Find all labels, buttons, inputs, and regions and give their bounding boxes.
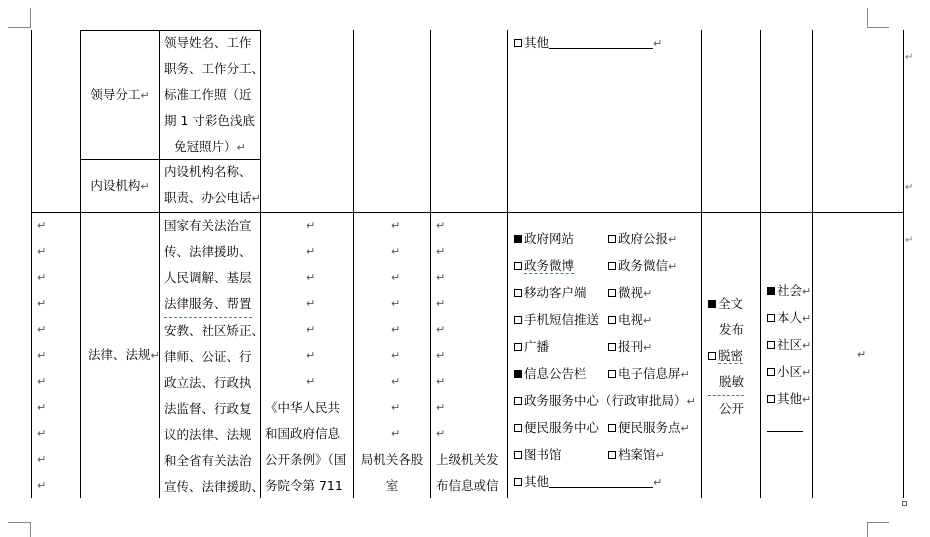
table-col-line (159, 30, 160, 498)
crop-mark-tl-v (30, 8, 31, 28)
crop-mark-bl-h (8, 522, 30, 523)
scope-list (767, 278, 811, 439)
checkbox-icon[interactable] (514, 316, 522, 324)
crop-mark-br-h (867, 522, 889, 523)
channel-option[interactable]: 手机短信推送 (514, 307, 608, 333)
table-col-line (760, 30, 761, 498)
category-leader-division: 领导分工↵ (90, 87, 150, 102)
checkbox-icon[interactable] (514, 424, 522, 432)
empty-cell-marks: ↵ ↵ ↵ ↵ ↵ ↵ ↵ ↵ ↵ (436, 219, 446, 440)
paragraph-mark: ↵ (905, 235, 914, 246)
channel-option[interactable]: 移动客户端 (514, 280, 608, 306)
channel-option[interactable]: 政府网站 (514, 226, 608, 252)
checkbox-icon[interactable] (608, 370, 616, 378)
channel-option[interactable]: 政务微博 (514, 253, 608, 279)
channel-option[interactable]: 图书馆 (514, 442, 608, 468)
checkbox-icon[interactable] (767, 368, 775, 376)
content-law: 国家有关法治宣 传、法律援助、 人民调解、基层 法律服务、帮置 安教、社区矫正、 律师、公证、行 政立法、行政执 法监督、行政复 议的法律、法规 和全省有关法治 宣传、法律援助、 (164, 218, 265, 494)
checkbox-icon[interactable] (514, 235, 522, 243)
cell-end-mark: ↵ (857, 348, 867, 361)
channel-option[interactable]: 广播 (514, 334, 608, 360)
checkbox-icon[interactable] (708, 300, 716, 308)
channel-option[interactable]: 政府公报↵ (608, 231, 677, 246)
checkbox-icon[interactable] (514, 39, 522, 47)
channel-option[interactable]: 信息公告栏 (514, 361, 608, 387)
table-resize-handle[interactable] (902, 501, 907, 506)
scope-option[interactable]: 社会↵ (767, 278, 811, 305)
checkbox-icon[interactable] (767, 341, 775, 349)
channel-row (514, 415, 696, 442)
checkbox-icon[interactable] (767, 287, 775, 295)
crop-mark-tr-h (867, 27, 889, 28)
crop-mark-tl-h (8, 27, 30, 28)
table-row-line (31, 212, 904, 213)
table-col-line (903, 30, 904, 498)
channel-option[interactable]: 报刊↵ (608, 339, 652, 354)
channel-row (514, 334, 696, 361)
paragraph-mark: ↵ (905, 52, 914, 63)
channel-row (514, 442, 696, 469)
channel-option[interactable]: 其他 ↵ (514, 474, 662, 489)
basis-text: 《中华人民共 和国政府信息 公开条例》（国 务院令第 711 (265, 400, 347, 493)
crop-mark-br-v (867, 522, 868, 537)
category-internal-org: 内设机构↵ (90, 178, 150, 193)
table-col-line (31, 30, 32, 498)
channel-option[interactable]: 政务服务中心（行政审批局）↵ (514, 393, 696, 408)
checkbox-icon[interactable] (608, 451, 616, 459)
channel-row (514, 307, 696, 334)
scope-option[interactable]: 本人↵ (767, 305, 811, 332)
mode-redact[interactable]: 脱密 (708, 343, 744, 369)
table-col-line (812, 30, 813, 498)
table-col-line (507, 30, 508, 498)
empty-cell-marks: ↵ ↵ ↵ ↵ ↵ ↵ ↵ ↵ ↵ (391, 219, 401, 440)
checkbox-icon[interactable] (608, 424, 616, 432)
checkbox-icon[interactable] (514, 262, 522, 270)
paragraph-mark: ↵ (905, 182, 914, 193)
content-internal-org: 内设机构名称、 职责、办公电话↵ (164, 164, 261, 205)
checkbox-icon[interactable] (608, 235, 616, 243)
channel-row (514, 388, 696, 415)
channel-option[interactable]: 电视↵ (608, 312, 652, 327)
scope-option[interactable]: 社区↵ (767, 332, 811, 359)
checkbox-icon[interactable] (514, 451, 522, 459)
category-law: 法律、法规↵ (88, 347, 160, 362)
channel-option[interactable]: 微视↵ (608, 285, 652, 300)
checkbox-icon[interactable] (608, 316, 616, 324)
checkbox-icon[interactable] (608, 262, 616, 270)
crop-mark-tr-v (867, 8, 868, 28)
checkbox-icon[interactable] (514, 397, 522, 405)
channel-option[interactable]: 档案馆↵ (608, 447, 665, 462)
scope-option[interactable]: 其他↵ (767, 386, 811, 413)
empty-cell-marks: ↵ ↵ ↵ ↵ ↵ ↵ ↵ (306, 219, 316, 388)
checkbox-icon[interactable] (514, 478, 522, 486)
channel-option[interactable]: 便民服务中心 (514, 415, 608, 441)
checkbox-icon[interactable] (514, 343, 522, 351)
checkbox-icon[interactable] (608, 343, 616, 351)
channel-option[interactable]: 便民服务点↵ (608, 420, 690, 435)
channel-row (514, 226, 696, 253)
checkbox-icon[interactable] (708, 352, 716, 360)
table-col-line (353, 30, 354, 498)
table-col-line (430, 30, 431, 498)
content-leader-division: 领导姓名、工作 职务、工作分工、 标准工作照（近 期 1 寸彩色浅底 免冠照片）↵ (164, 35, 265, 154)
channels-list (514, 226, 696, 496)
crop-mark-bl-v (30, 522, 31, 537)
mode-full[interactable]: 全文 (708, 291, 744, 317)
empty-cell-marks: ↵ ↵ ↵ ↵ ↵ ↵ ↵ ↵ ↵ ↵ ↵ (37, 219, 47, 492)
scope-option[interactable]: 小区↵ (767, 359, 811, 386)
channel-option[interactable]: 政务微信↵ (608, 258, 677, 273)
checkbox-icon[interactable] (767, 395, 775, 403)
checkbox-icon[interactable] (514, 370, 522, 378)
publication-mode: 全文 发布 脱密 脱敏 公开 (708, 291, 744, 422)
channel-row (514, 253, 696, 280)
channel-row (514, 280, 696, 307)
table-col-line (701, 30, 702, 498)
checkbox-icon[interactable] (514, 289, 522, 297)
channel-row (514, 469, 696, 496)
channel-row (514, 361, 696, 388)
channel-option[interactable]: 电子信息屏↵ (608, 366, 690, 381)
subject-text: 局机关各股 室 (360, 452, 424, 493)
source-text: 上级机关发 布信息或信 (436, 452, 499, 493)
checkbox-icon[interactable] (767, 314, 775, 322)
checkbox-icon[interactable] (608, 289, 616, 297)
channel-other-row1[interactable]: 其他 ↵ (514, 30, 662, 57)
